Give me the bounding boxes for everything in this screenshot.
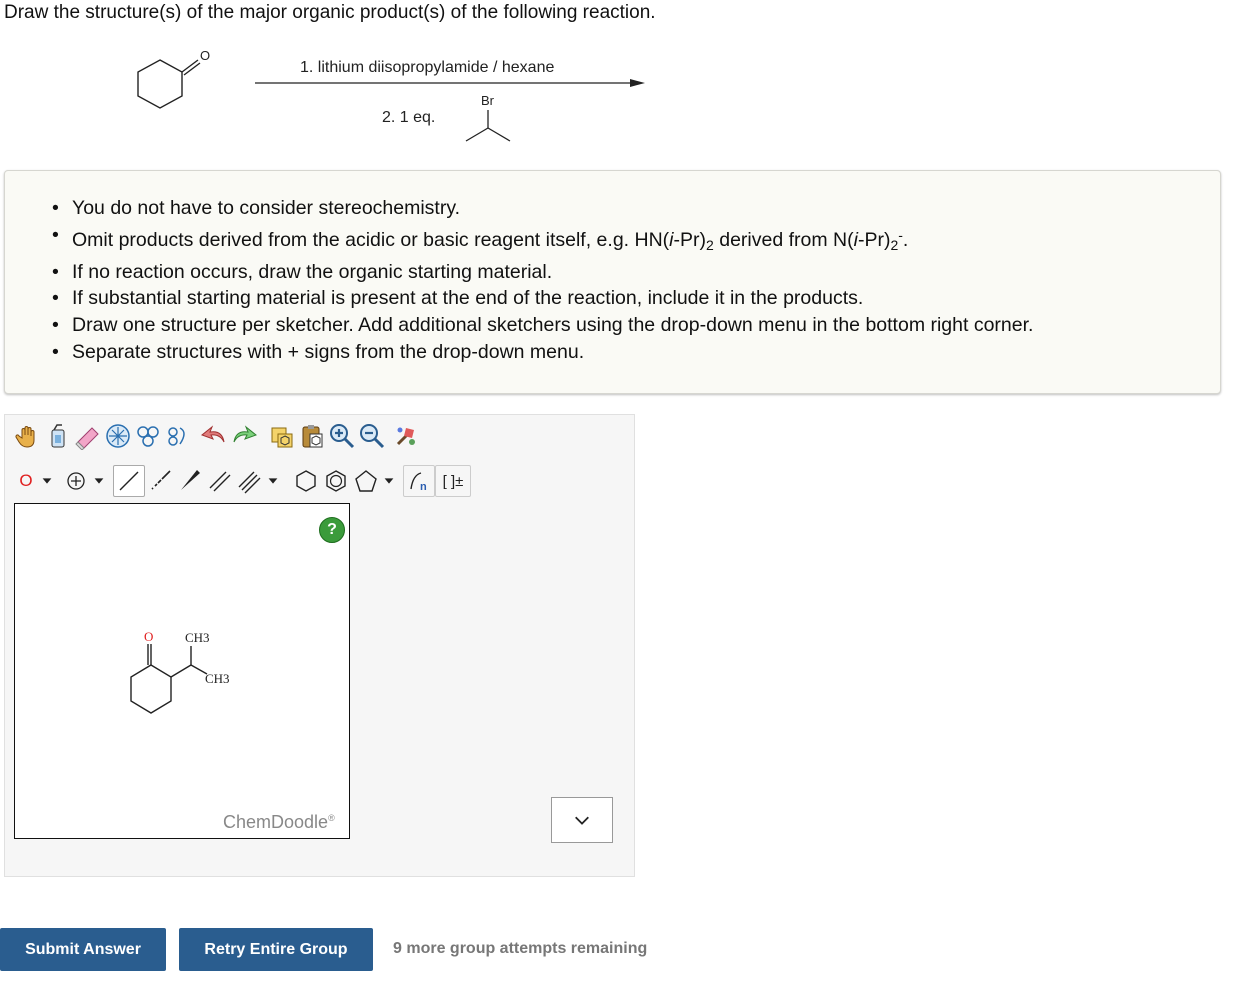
instructions-box bbox=[4, 170, 1221, 394]
redo-icon[interactable] bbox=[229, 421, 259, 451]
retry-entire-group-button[interactable]: Retry Entire Group bbox=[179, 928, 373, 971]
product-oxygen-label: O bbox=[144, 629, 154, 644]
instruction-stereochemistry: • You do not have to consider stereochemistry. bbox=[72, 195, 1220, 222]
single-bond-icon[interactable] bbox=[113, 465, 145, 497]
copy-icon[interactable] bbox=[267, 421, 297, 451]
hand-icon[interactable] bbox=[13, 421, 43, 451]
sketcher-canvas[interactable] bbox=[14, 503, 350, 839]
submit-answer-button[interactable]: Submit Answer bbox=[0, 928, 166, 971]
bond-dropdown-arrow-icon[interactable] bbox=[265, 466, 281, 496]
ring-dropdown-arrow-icon[interactable] bbox=[381, 466, 397, 496]
charge-bracket-icon[interactable]: [ ]± bbox=[435, 465, 471, 497]
instruction-omit-reagents: • Omit products derived from the acidic or basic reagent itself, e.g. $HN(i-Pr)_2$ derived from $N(i-Pr)_2^-$. bbox=[72, 222, 1220, 259]
instruction-one-structure: • Draw one structure per sketcher. Add additional sketchers using the drop-down menu in the bottom right corner. bbox=[72, 312, 1220, 339]
chevron-down-icon bbox=[573, 811, 591, 829]
instruction-plus-signs: • Separate structures with + signs from the drop-down menu. bbox=[72, 339, 1220, 366]
reagent-bromine-label: Br bbox=[481, 93, 494, 108]
clean-structure-icon[interactable] bbox=[391, 421, 421, 451]
product-ch3-top-label: CH3 bbox=[185, 630, 210, 645]
instruction-no-reaction: • If no reaction occurs, draw the organic starting material. bbox=[72, 259, 1220, 286]
reaction-scheme bbox=[120, 40, 680, 160]
zoom-out-icon[interactable] bbox=[357, 421, 387, 451]
chemdoodle-logo: ChemDoodle® bbox=[223, 812, 335, 832]
charge-dropdown-arrow-icon[interactable] bbox=[91, 466, 107, 496]
instructions-list bbox=[5, 171, 1220, 366]
instruction-starting-material: • If substantial starting material is present at the end of the reaction, include it in the products. bbox=[72, 285, 1220, 312]
toolbar-row-1 bbox=[13, 421, 421, 451]
product-structure bbox=[15, 504, 349, 838]
eraser-icon[interactable] bbox=[73, 421, 103, 451]
hashed-bond-icon[interactable] bbox=[145, 466, 175, 496]
lasso-select-icon[interactable] bbox=[103, 421, 133, 451]
add-sketcher-dropdown[interactable] bbox=[551, 797, 613, 843]
undo-icon[interactable] bbox=[199, 421, 229, 451]
product-ch3-right-label: CH3 bbox=[205, 671, 230, 686]
atom-selector[interactable]: O bbox=[19, 471, 33, 490]
clear-canvas-icon[interactable] bbox=[43, 421, 73, 451]
reaction-arrow-head bbox=[630, 79, 645, 87]
help-icon[interactable]: ? bbox=[319, 517, 345, 543]
cyclohexane-icon[interactable] bbox=[291, 466, 321, 496]
cyclopentane-icon[interactable] bbox=[351, 466, 381, 496]
polymer-bracket-icon[interactable] bbox=[403, 465, 435, 497]
isopropyl-bromide-structure bbox=[466, 93, 510, 141]
svg-text:n: n bbox=[420, 481, 427, 493]
ring-template-icon[interactable] bbox=[133, 421, 163, 451]
question-text: Draw the structure(s) of the major organic product(s) of the following reaction. bbox=[4, 2, 656, 23]
triple-bond-icon[interactable] bbox=[235, 466, 265, 496]
paste-icon[interactable] bbox=[297, 421, 327, 451]
charge-plus-icon[interactable] bbox=[61, 466, 91, 496]
reactant-oxygen-label: O bbox=[200, 48, 211, 63]
reagent-step2: 2. 1 eq. bbox=[382, 109, 436, 126]
chain-rotate-icon[interactable] bbox=[163, 421, 193, 451]
cyclohexanone-structure bbox=[138, 48, 210, 108]
benzene-icon[interactable] bbox=[321, 466, 351, 496]
attempts-remaining: 9 more group attempts remaining bbox=[393, 940, 648, 957]
toolbar-row-2 bbox=[13, 465, 471, 497]
reagent-step1: 1. lithium diisopropylamide / hexane bbox=[300, 59, 555, 76]
zoom-in-icon[interactable] bbox=[327, 421, 357, 451]
wedge-bond-icon[interactable] bbox=[175, 466, 205, 496]
chemdoodle-sketcher bbox=[4, 414, 635, 877]
atom-dropdown-arrow-icon[interactable] bbox=[39, 466, 55, 496]
double-bond-icon[interactable] bbox=[205, 466, 235, 496]
